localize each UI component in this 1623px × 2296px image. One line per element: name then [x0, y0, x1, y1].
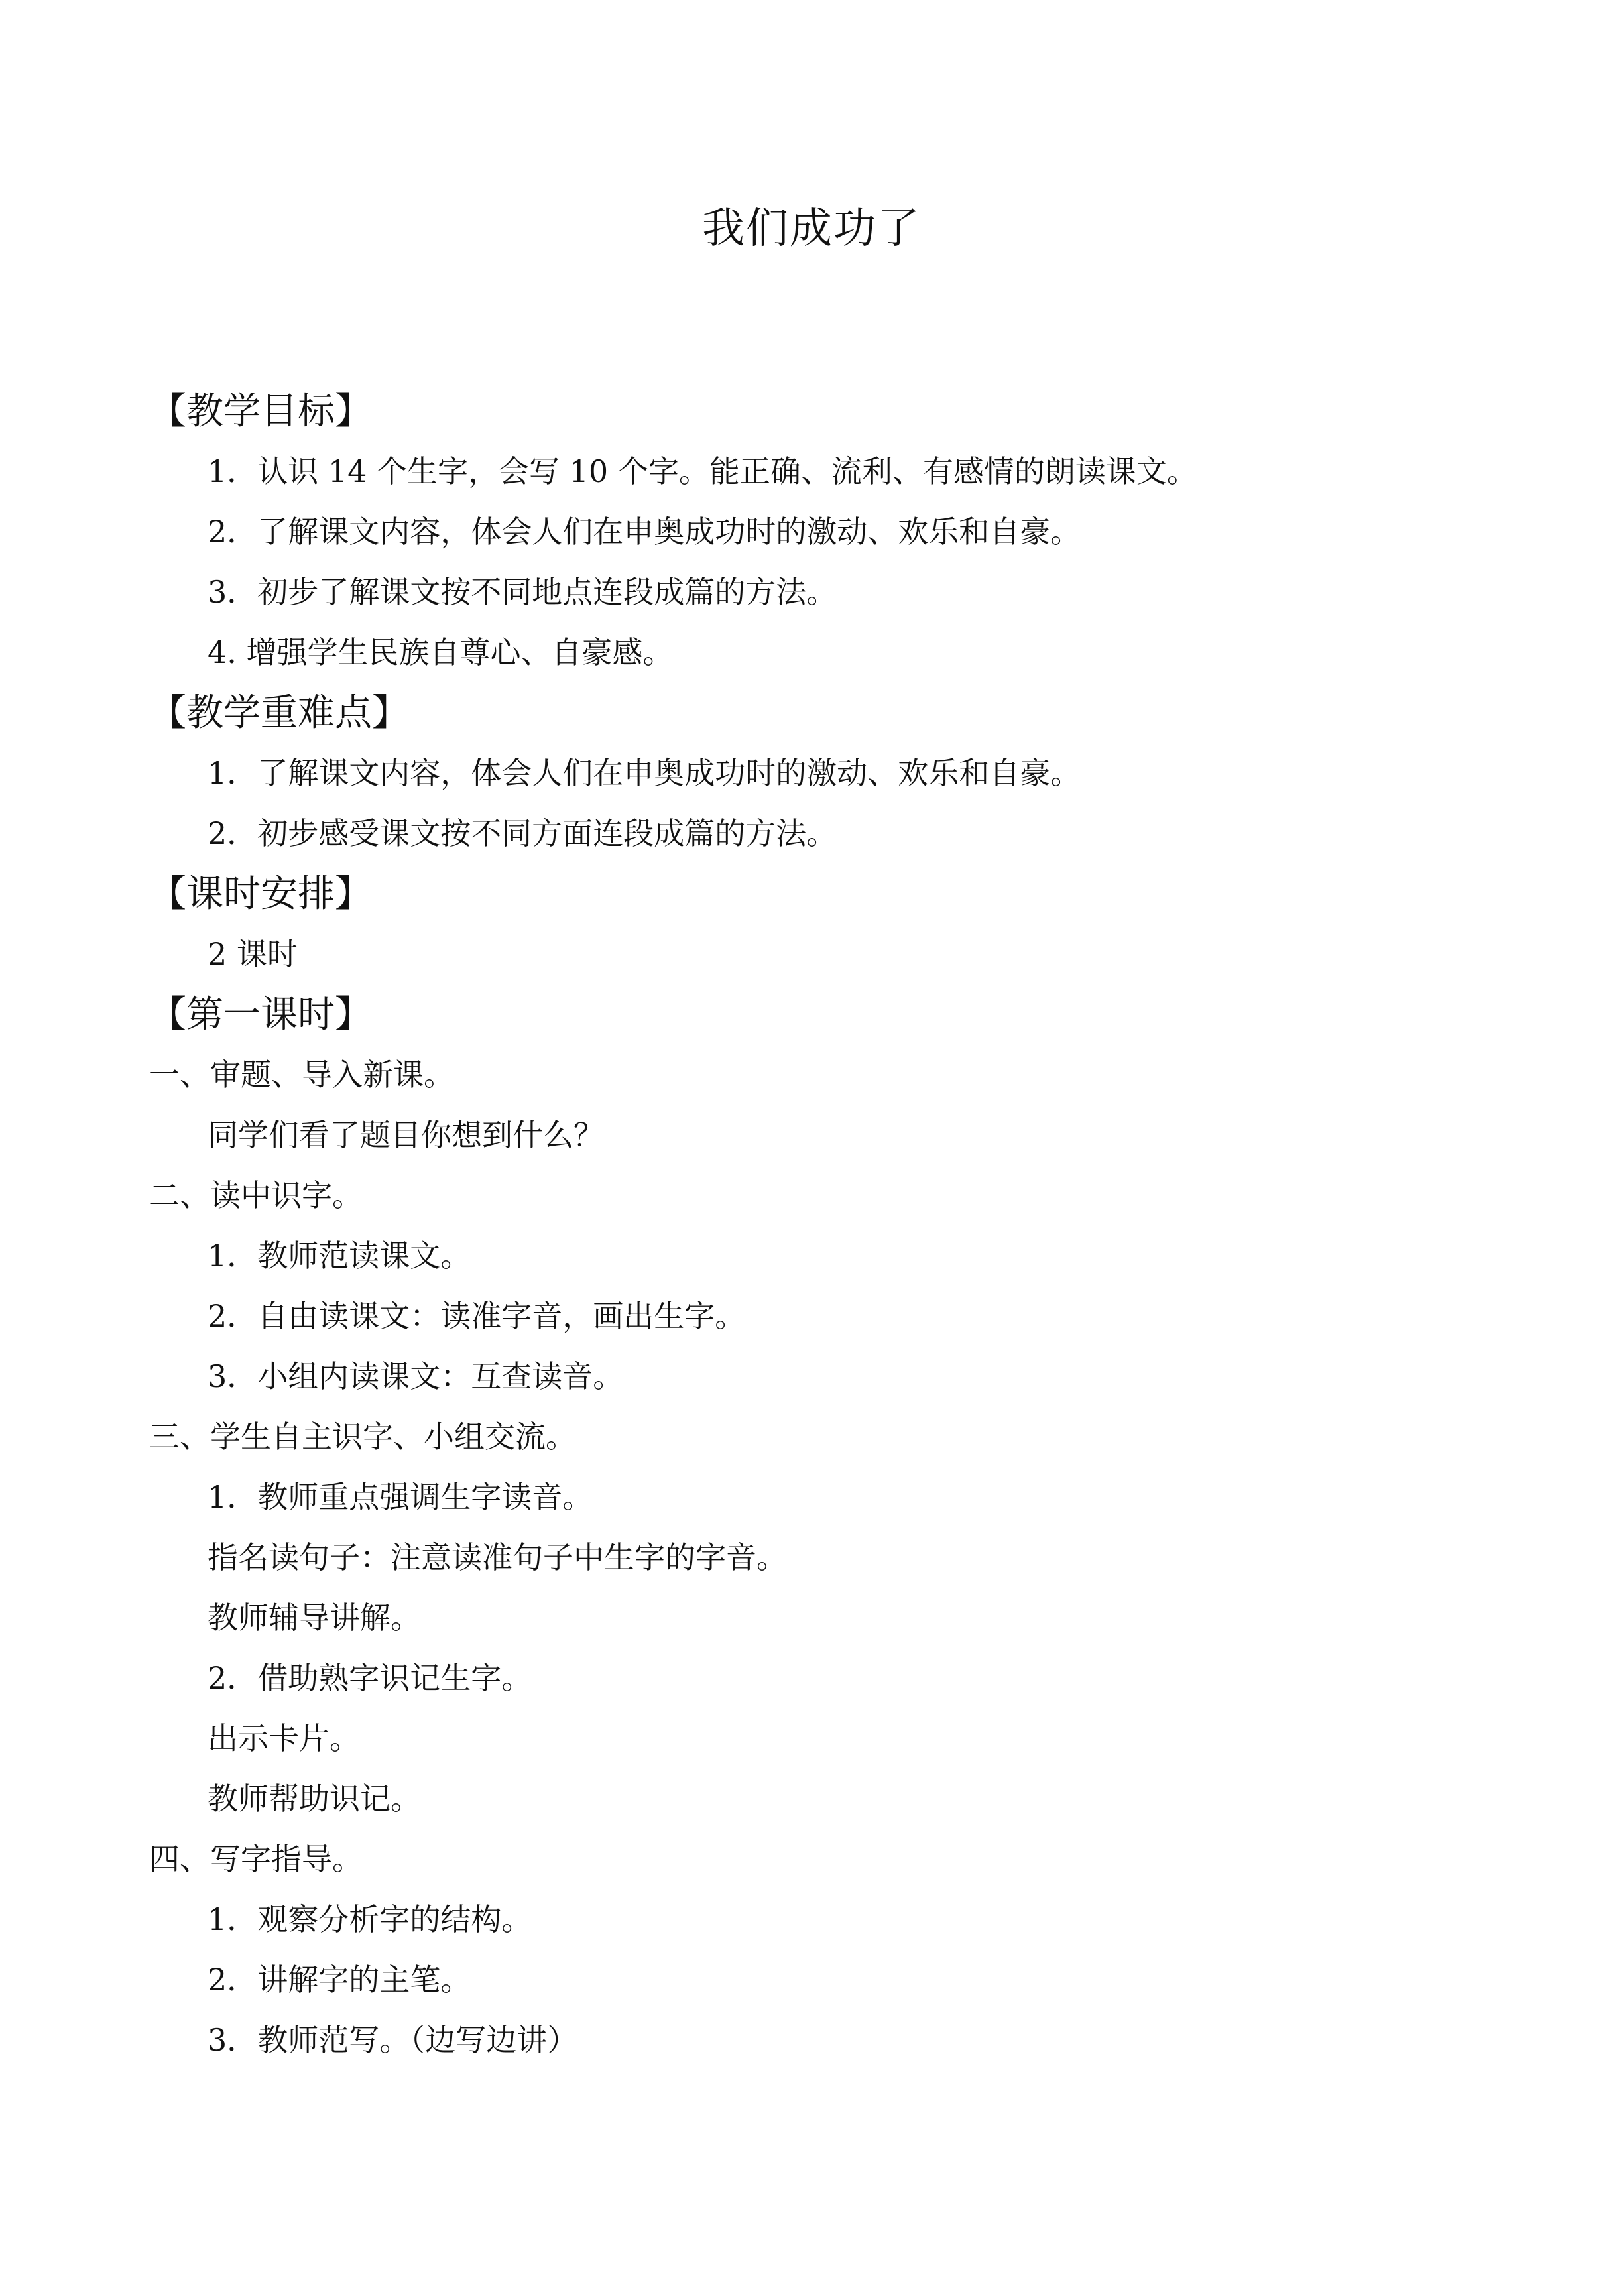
text-line: 2．借助熟字识记生字。	[208, 1660, 532, 1696]
document-body	[149, 381, 1508, 2071]
text-line: 教师帮助识记。	[208, 1781, 421, 1817]
text-line: 3．初步了解课文按不同地点连段成篇的方法。	[208, 574, 837, 610]
text-line: 二、读中识字。	[149, 1178, 363, 1213]
text-line: 1．教师范读课文。	[208, 1238, 471, 1274]
section-heading: 【教学目标】	[149, 390, 372, 433]
text-line: 2．讲解字的主笔。	[208, 1962, 471, 1998]
text-line: 1．认识 14 个生字，会写 10 个字。能正确、流利、有感情的朗读课文。	[208, 453, 1197, 489]
text-line: 1．观察分析字的结构。	[208, 1902, 532, 1937]
text-line: 教师辅导讲解。	[208, 1600, 421, 1636]
text-line: 3．小组内读课文：互查读音。	[208, 1359, 624, 1394]
text-line: 4. 增强学生民族自尊心、自豪感。	[208, 634, 674, 670]
text-line: 1．教师重点强调生字读音。	[208, 1479, 593, 1515]
text-line: 3．教师范写。（边写边讲）	[208, 2022, 578, 2058]
text-line: 2 课时	[208, 936, 298, 972]
text-line: 出示卡片。	[208, 1721, 360, 1756]
text-line: 2．自由读课文：读准字音，画出生字。	[208, 1298, 746, 1334]
section-heading: 【第一课时】	[149, 993, 372, 1036]
text-line: 2．了解课文内容，体会人们在申奥成功时的激动、欢乐和自豪。	[208, 514, 1081, 550]
text-line: 三、学生自主识字、小组交流。	[149, 1419, 576, 1455]
text-line: 一、审题、导入新课。	[149, 1057, 454, 1093]
section-heading: 【课时安排】	[149, 873, 372, 916]
section-heading: 【教学重难点】	[149, 692, 409, 735]
text-line: 1．了解课文内容，体会人们在申奥成功时的激动、欢乐和自豪。	[208, 755, 1081, 791]
text-line: 2．初步感受课文按不同方面连段成篇的方法。	[208, 816, 837, 851]
text-line: 四、写字指导。	[149, 1841, 363, 1877]
text-line: 指名读句子：注意读准句子中生字的字音。	[208, 1540, 787, 1575]
document-title: 我们成功了	[702, 204, 921, 253]
text-line: 同学们看了题目你想到什么？	[208, 1117, 604, 1153]
